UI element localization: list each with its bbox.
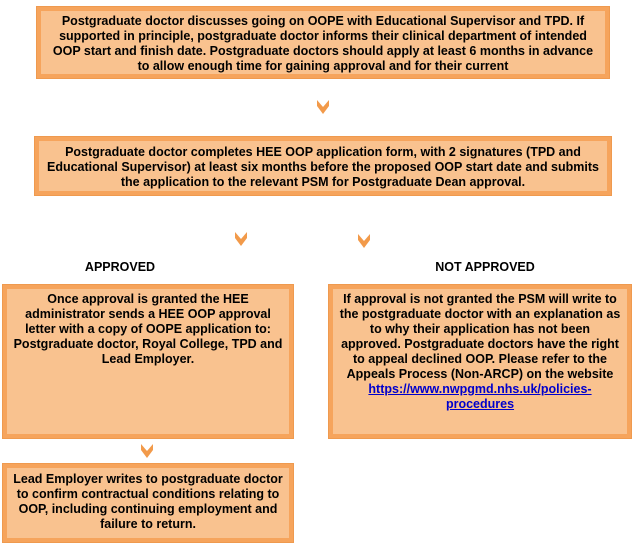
not-approved-box — [328, 284, 632, 439]
approved-heading: APPROVED — [84, 260, 156, 274]
step1-text: Postgraduate doctor discusses going on OOPE with Educational Supervisor and TPD. If supported in principle, postgraduate doctor informs their clinical department of intended OOP start and finish date. Postgraduate doctors should apply at least 6 months in advance to allow enough time for gaining approval and for their current — [52, 14, 594, 73]
final-box — [2, 463, 294, 543]
arrow-step1-to-step2 — [316, 99, 330, 115]
arrow-approved-to-final — [140, 443, 154, 459]
arrow-to-approved — [234, 231, 248, 247]
policies-procedures-link[interactable]: https://www.nwpgmd.nhs.uk/policies-procedures — [368, 382, 592, 411]
step2-box — [34, 136, 612, 196]
not-approved-text: If approval is not granted the PSM will write to the postgraduate doctor with an explanation as to why their application has not been approved. Postgraduate doctors have the right to appeal declined OOP. Please refer to the Appeals Process (Non-ARCP) on the website — [339, 292, 621, 381]
final-text: Lead Employer writes to postgraduate doctor to confirm contractual conditions relating to OOP, including continuing employment and failure to return. — [13, 472, 283, 531]
arrow-to-not-approved — [357, 233, 371, 249]
approved-text: Once approval is granted the HEE administrator sends a HEE OOP approval letter with a copy of OOPE application to: Postgraduate doctor, Royal College, TPD and Lead Employer. — [13, 292, 283, 366]
step1-box — [36, 6, 610, 79]
not-approved-heading: NOT APPROVED — [435, 260, 535, 274]
step2-text: Postgraduate doctor completes HEE OOP application form, with 2 signatures (TPD and Educational Supervisor) at least six months before the proposed OOP start date and submits the application to the relevant PSM for Postgraduate Dean approval. — [47, 145, 599, 189]
approved-box — [2, 284, 294, 439]
